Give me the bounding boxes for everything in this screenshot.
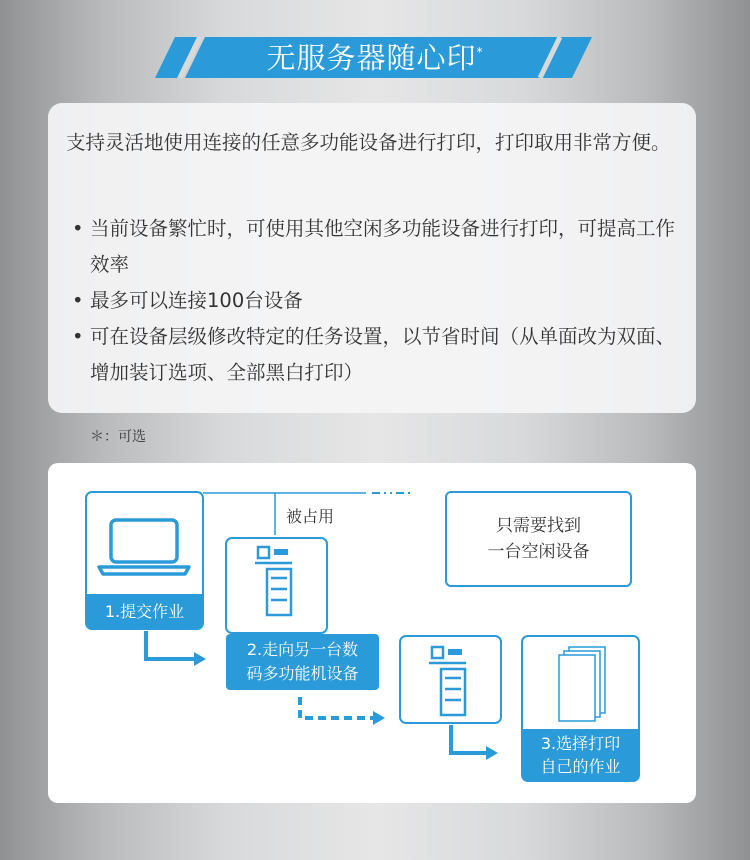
step2-label: 2.走向另一台数 码多功能机设备 <box>226 634 379 690</box>
workflow-diagram <box>48 463 696 803</box>
page-title: 无服务器随心印* <box>266 41 484 75</box>
intro-text: 支持灵活地使用连接的任意多功能设备进行打印，打印取用非常方便。 <box>66 131 671 154</box>
arrow-step3-head <box>486 746 498 760</box>
step3-label: 3.选择打印 自己的作业 <box>522 729 639 781</box>
bullet-icon: • <box>72 217 84 240</box>
step1-label: 1.提交作业 <box>86 594 203 630</box>
feature-description-card <box>48 103 696 413</box>
bullet-icon: • <box>72 289 84 312</box>
feature-item: • 当前设备繁忙时，可使用其他空闲多功能设备进行打印，可提高工作效率 <box>70 211 680 283</box>
feature-item: • 最多可以连接100台设备 <box>70 283 680 319</box>
arrow-step2-head <box>373 711 385 725</box>
footnote: ＊：可选 <box>90 429 146 445</box>
title-banner <box>0 0 750 90</box>
feature-item: • 可在设备层级修改特定的任务设置，以节省时间（从单面改为双面、增加装订选项、全部黑白打印） <box>70 319 680 391</box>
free-device-note: 只需要找到 一台空闲设备 <box>445 491 632 587</box>
arrow-step3 <box>451 725 488 753</box>
arrow-step2 <box>300 697 375 718</box>
occupied-label: 被占用 <box>286 507 335 526</box>
feature-list <box>70 211 680 391</box>
occupied-connector-line <box>203 493 275 535</box>
arrow-step1 <box>146 631 196 659</box>
bullet-icon: • <box>72 325 84 348</box>
arrow-step1-head <box>194 652 206 666</box>
documents-icon <box>559 647 605 721</box>
